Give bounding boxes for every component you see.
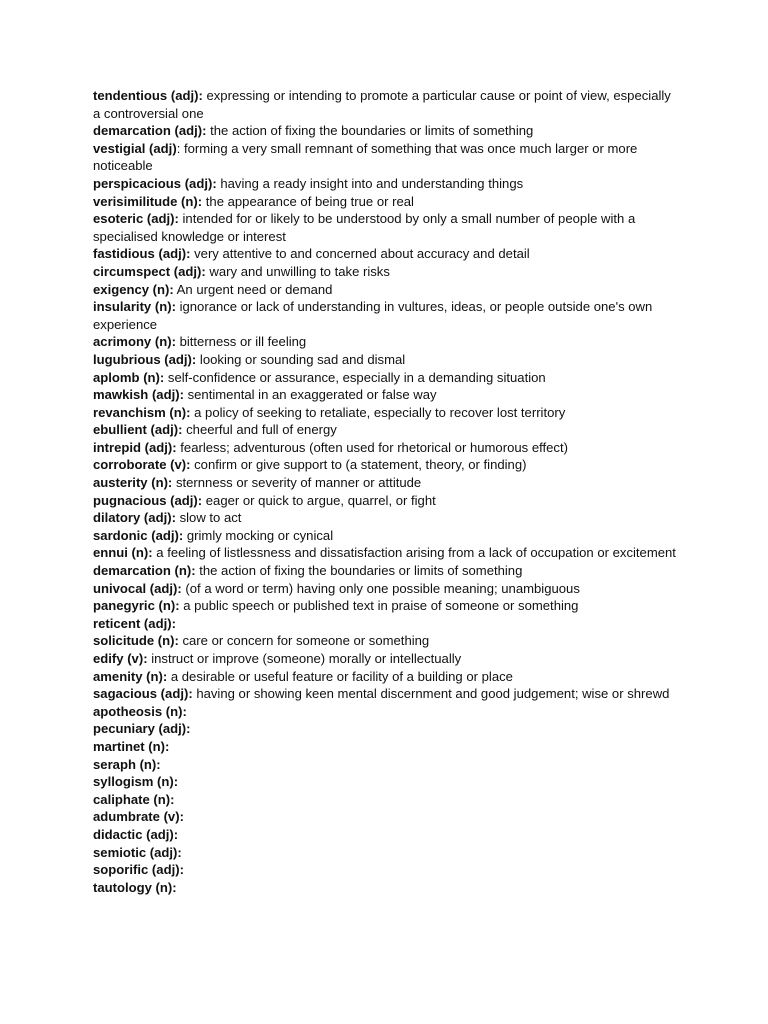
entry-term: perspicacious (adj): <box>93 175 217 191</box>
entry-term: sagacious (adj): <box>93 686 193 702</box>
entry-term: reticent (adj): <box>93 615 176 631</box>
entry-term: mawkish (adj): <box>93 387 184 403</box>
entry-definition: care or concern for someone or something <box>178 633 430 649</box>
entry-term: corroborate (v): <box>93 457 191 473</box>
vocabulary-entry <box>93 140 678 175</box>
vocabulary-entry <box>93 263 678 281</box>
entry-definition: a public speech or published text in praise of someone or something <box>179 598 579 614</box>
vocabulary-entry <box>93 210 678 245</box>
vocabulary-entry <box>93 668 678 686</box>
entry-term: didactic (adj): <box>93 826 179 842</box>
entry-definition: the action of fixing the boundaries or limits of something <box>206 123 534 139</box>
vocabulary-entry <box>93 632 678 650</box>
entry-term: austerity (n): <box>93 475 173 491</box>
entry-term: pugnacious (adj): <box>93 492 203 508</box>
vocabulary-entry <box>93 650 678 668</box>
entry-term: pecuniary (adj): <box>93 721 191 737</box>
entry-term: tendentious (adj): <box>93 88 203 103</box>
vocabulary-entry <box>93 122 678 140</box>
vocabulary-entry <box>93 474 678 492</box>
entry-term: dilatory (adj): <box>93 510 176 526</box>
vocabulary-entry <box>93 703 678 721</box>
entry-term: apotheosis (n): <box>93 703 187 719</box>
vocabulary-entry <box>93 527 678 545</box>
vocabulary-entry <box>93 756 678 774</box>
vocabulary-entry <box>93 456 678 474</box>
vocabulary-entry <box>93 509 678 527</box>
entry-definition: wary and unwilling to take risks <box>205 263 390 279</box>
entry-term: fastidious (adj): <box>93 246 191 262</box>
entry-definition: ignorance or lack of understanding in vultures, ideas, or people outside one's own experience <box>93 299 653 332</box>
vocabulary-entry <box>93 861 678 879</box>
vocabulary-entry <box>93 826 678 844</box>
entry-term: demarcation (adj): <box>93 123 207 139</box>
vocabulary-entry <box>93 808 678 826</box>
entry-definition: grimly mocking or cynical <box>183 527 334 543</box>
entry-term: circumspect (adj): <box>93 263 206 279</box>
entry-definition: eager or quick to argue, quarrel, or fight <box>202 492 436 508</box>
vocabulary-entry <box>93 298 678 333</box>
entry-term: solicitude (n): <box>93 633 179 649</box>
entry-definition: : forming a very small remnant of something that was once much larger or more noticeable <box>93 140 638 174</box>
entry-term: edify (v): <box>93 651 148 666</box>
vocabulary-entry <box>93 615 678 633</box>
entry-term: verisimilitude (n): <box>93 193 203 209</box>
vocabulary-entry <box>93 773 678 791</box>
entry-term: ennui (n): <box>93 545 153 561</box>
entry-term: syllogism (n): <box>93 774 179 790</box>
vocabulary-entry <box>93 720 678 738</box>
entry-term: demarcation (n): <box>93 563 196 579</box>
entry-term: intrepid (adj): <box>93 439 177 455</box>
entry-definition: intended for or likely to be understood by only a small number of people with a specialised knowledge or interest <box>93 211 636 244</box>
entry-definition: fearless; adventurous (often used for rhetorical or humorous effect) <box>176 439 568 455</box>
entry-term: seraph (n): <box>93 756 161 772</box>
vocabulary-entry <box>93 597 678 615</box>
entry-term: semiotic (adj): <box>93 844 182 860</box>
entry-definition: (of a word or term) having only one possible meaning; unambiguous <box>181 580 580 596</box>
entry-definition: having a ready insight into and understanding things <box>216 175 524 191</box>
entry-term: revanchism (n): <box>93 404 191 420</box>
entry-term: soporific (adj): <box>93 862 184 878</box>
entry-definition: the action of fixing the boundaries or limits of something <box>195 563 523 579</box>
entry-definition: instruct or improve (someone) morally or intellectually <box>147 651 462 666</box>
vocabulary-entry <box>93 492 678 510</box>
entry-definition: looking or sounding sad and dismal <box>196 351 406 367</box>
vocabulary-entry <box>93 333 678 351</box>
vocabulary-entry <box>93 844 678 862</box>
vocabulary-entry <box>93 281 678 299</box>
vocabulary-entry <box>93 193 678 211</box>
entry-term: lugubrious (adj): <box>93 351 197 367</box>
entry-definition: cheerful and full of energy <box>182 422 337 438</box>
vocabulary-entry <box>93 421 678 439</box>
entry-term: amenity (n): <box>93 668 168 684</box>
entry-definition: bitterness or ill feeling <box>175 334 307 350</box>
vocabulary-entry <box>93 351 678 369</box>
vocabulary-entry <box>93 738 678 756</box>
entry-definition: confirm or give support to (a statement, theory, or finding) <box>190 457 527 473</box>
vocabulary-entry <box>93 386 678 404</box>
entry-term: panegyric (n): <box>93 598 180 614</box>
entry-definition: sternness or severity of manner or attitude <box>172 475 422 491</box>
entry-definition: slow to act <box>175 510 242 526</box>
entry-definition: very attentive to and concerned about accuracy and detail <box>190 246 530 262</box>
entry-definition: the appearance of being true or real <box>202 193 414 209</box>
entry-definition: An urgent need or demand <box>173 281 333 297</box>
vocabulary-entry <box>93 562 678 580</box>
entry-term: sardonic (adj): <box>93 527 184 543</box>
vocabulary-entry <box>93 245 678 263</box>
entry-term: caliphate (n): <box>93 791 175 807</box>
vocabulary-entry <box>93 879 678 897</box>
entry-definition: self-confidence or assurance, especially in a demanding situation <box>164 369 546 385</box>
entry-definition: a desirable or useful feature or facility of a building or place <box>167 668 513 684</box>
entry-term: univocal (adj): <box>93 580 182 596</box>
entry-definition: expressing or intending to promote a particular cause or point of view, especially a controversial one <box>93 88 671 121</box>
vocabulary-entry <box>93 87 678 122</box>
entry-term: ebullient (adj): <box>93 422 183 438</box>
entry-term: aplomb (n): <box>93 369 165 385</box>
entry-term: adumbrate (v): <box>93 809 184 825</box>
vocabulary-entry <box>93 439 678 457</box>
entry-definition: a feeling of listlessness and dissatisfaction arising from a lack of occupation or excitement <box>152 545 676 561</box>
vocabulary-list <box>93 87 678 896</box>
entry-term: exigency (n): <box>93 281 174 297</box>
entry-term: vestigial (adj) <box>93 140 177 156</box>
entry-definition: sentimental in an exaggerated or false way <box>183 387 437 403</box>
entry-term: martinet (n): <box>93 738 170 754</box>
vocabulary-entry <box>93 685 678 703</box>
vocabulary-entry <box>93 175 678 193</box>
entry-term: acrimony (n): <box>93 334 176 350</box>
vocabulary-entry <box>93 544 678 562</box>
entry-term: insularity (n): <box>93 299 176 315</box>
vocabulary-entry <box>93 369 678 387</box>
vocabulary-entry <box>93 404 678 422</box>
entry-term: esoteric (adj): <box>93 211 179 227</box>
entry-definition: a policy of seeking to retaliate, especially to recover lost territory <box>190 404 566 420</box>
vocabulary-entry <box>93 791 678 809</box>
entry-definition: having or showing keen mental discernment and good judgement; wise or shrewd <box>192 686 670 702</box>
vocabulary-entry <box>93 580 678 598</box>
entry-term: tautology (n): <box>93 879 177 895</box>
